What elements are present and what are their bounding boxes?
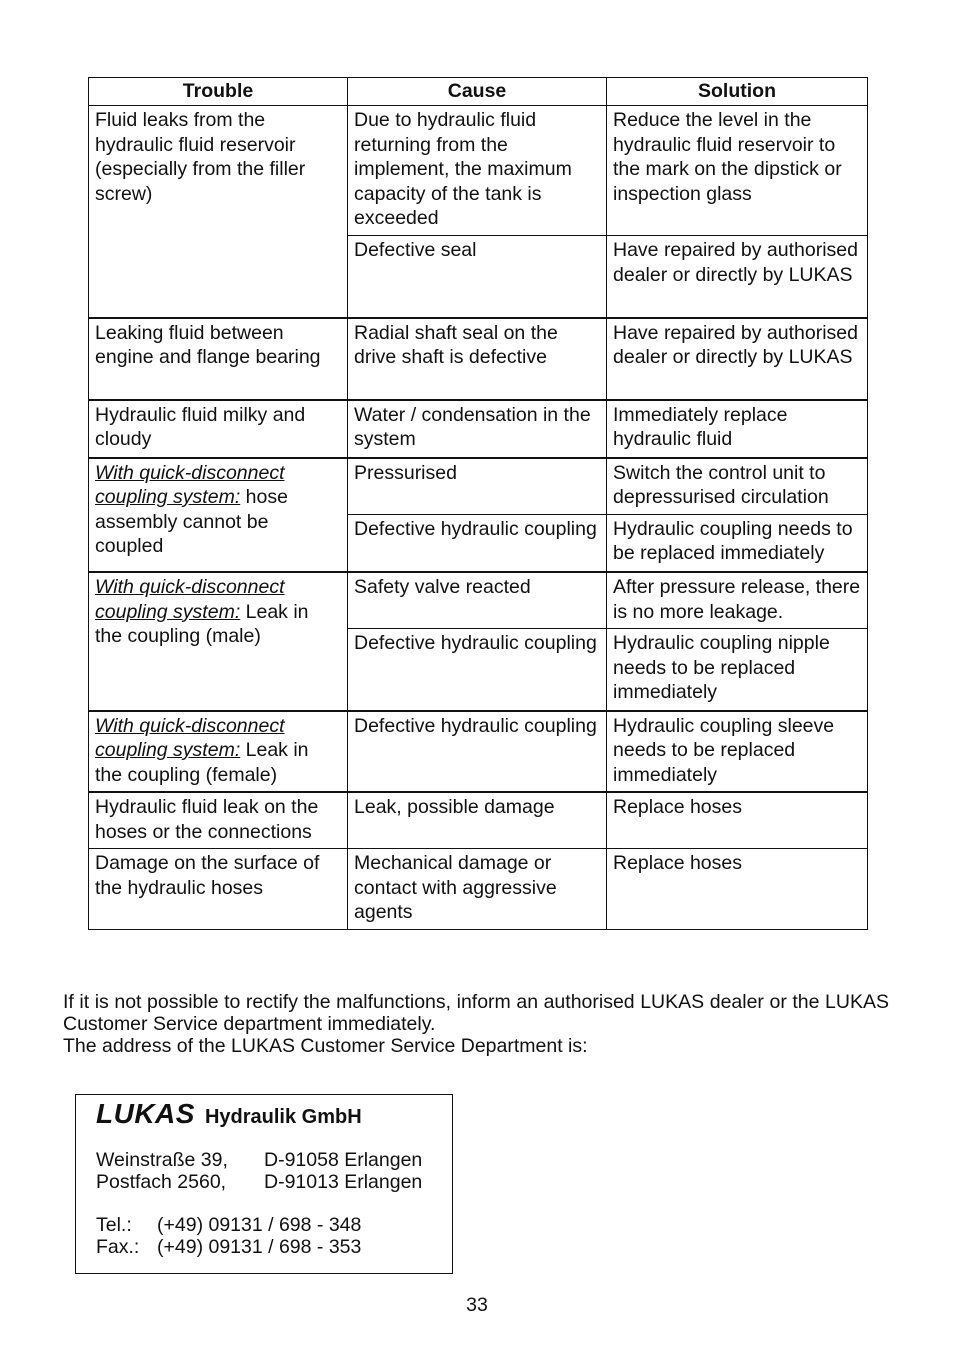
solution-cell: Immediately replace hydraulic fluid: [607, 400, 868, 458]
tel-label: Tel.:: [96, 1214, 132, 1236]
table-row: [89, 458, 868, 515]
trouble-cell: Damage on the surface of the hydraulic hoses: [89, 849, 348, 930]
company-header: [96, 1098, 362, 1133]
tel-line: [96, 1214, 361, 1236]
solution-cell: Switch the control unit to depressurised circulation: [607, 458, 868, 515]
solution-cell: Hydraulic coupling sleeve needs to be replaced immediately: [607, 711, 868, 793]
cause-cell: Defective hydraulic coupling: [348, 514, 607, 572]
cause-cell: Water / condensation in the system: [348, 400, 607, 458]
troubleshooting-table: [88, 77, 868, 930]
table-row: [89, 106, 868, 236]
cause-cell: Defective seal: [348, 236, 607, 318]
header-cause: Cause: [348, 78, 607, 106]
solution-cell: Replace hoses: [607, 849, 868, 930]
table-row: [89, 572, 868, 629]
street-line: [96, 1149, 422, 1171]
trouble-cell: Hydraulic fluid leak on the hoses or the connections: [89, 792, 348, 849]
trouble-prefix: With quick-disconnect coupling system:: [95, 576, 285, 623]
header-trouble: Trouble: [89, 78, 348, 106]
table-row: [89, 318, 868, 400]
solution-cell: After pressure release, there is no more leakage.: [607, 572, 868, 629]
cause-cell: Due to hydraulic fluid returning from the implement, the maximum capacity of the tank is exceeded: [348, 106, 607, 236]
table-row: [89, 849, 868, 930]
solution-cell: Replace hoses: [607, 792, 868, 849]
service-notice: [63, 991, 889, 1057]
table-row: [89, 792, 868, 849]
page-number: 33: [466, 1294, 488, 1316]
fax-label: Fax.:: [96, 1236, 140, 1258]
tel-number: (+49) 09131 / 698 - 348: [157, 1214, 362, 1236]
trouble-text: hose assembly cannot be coupled: [95, 486, 288, 557]
pobox: Postfach 2560,: [96, 1171, 227, 1193]
notice-text: If it is not possible to rectify the malfunctions, inform an authorised LUKAS dealer or the LUKAS Customer Service department immediately.: [63, 991, 889, 1035]
pobox-city: D-91013 Erlangen: [264, 1171, 423, 1193]
trouble-text: Leak in the coupling (male): [95, 600, 309, 647]
company-name: Hydraulik GmbH: [204, 1106, 362, 1128]
cause-cell: Defective hydraulic coupling: [348, 629, 607, 711]
street: Weinstraße 39,: [96, 1149, 228, 1171]
trouble-cell: Hydraulic fluid milky and cloudy: [89, 400, 348, 458]
solution-cell: Hydraulic coupling nipple needs to be replaced immediately: [607, 629, 868, 711]
table-row: [89, 711, 868, 793]
cause-cell: Leak, possible damage: [348, 792, 607, 849]
cause-cell: Pressurised: [348, 458, 607, 515]
cause-cell: Mechanical damage or contact with aggressive agents: [348, 849, 607, 930]
table-header-row: [89, 78, 868, 106]
solution-cell: Hydraulic coupling needs to be replaced immediately: [607, 514, 868, 572]
trouble-cell: [89, 711, 348, 793]
solution-cell: Reduce the level in the hydraulic fluid reservoir to the mark on the dipstick or inspection glass: [607, 106, 868, 236]
fax-number: (+49) 09131 / 698 - 353: [157, 1236, 362, 1258]
solution-cell: Have repaired by authorised dealer or directly by LUKAS: [607, 236, 868, 318]
trouble-cell: [89, 572, 348, 711]
trouble-prefix: With quick-disconnect coupling system:: [95, 461, 285, 508]
solution-cell: Have repaired by authorised dealer or directly by LUKAS: [607, 318, 868, 400]
trouble-prefix: With quick-disconnect coupling system:: [95, 714, 285, 761]
address-box: [75, 1094, 453, 1274]
street-city: D-91058 Erlangen: [264, 1149, 423, 1171]
cause-cell: Safety valve reacted: [348, 572, 607, 629]
fax-line: [96, 1236, 361, 1258]
cause-cell: Defective hydraulic coupling: [348, 711, 607, 793]
lukas-logo: LUKAS: [96, 1098, 195, 1129]
trouble-text: Leak in the coupling (female): [95, 739, 309, 786]
table-row: [89, 400, 868, 458]
notice-address-intro: The address of the LUKAS Customer Service Department is:: [63, 1035, 588, 1057]
header-solution: Solution: [607, 78, 868, 106]
trouble-cell: [89, 458, 348, 573]
cause-cell: Radial shaft seal on the drive shaft is defective: [348, 318, 607, 400]
pobox-line: [96, 1171, 422, 1193]
trouble-cell: Leaking fluid between engine and flange bearing: [89, 318, 348, 400]
trouble-cell: Fluid leaks from the hydraulic fluid reservoir (especially from the filler screw): [89, 106, 348, 318]
